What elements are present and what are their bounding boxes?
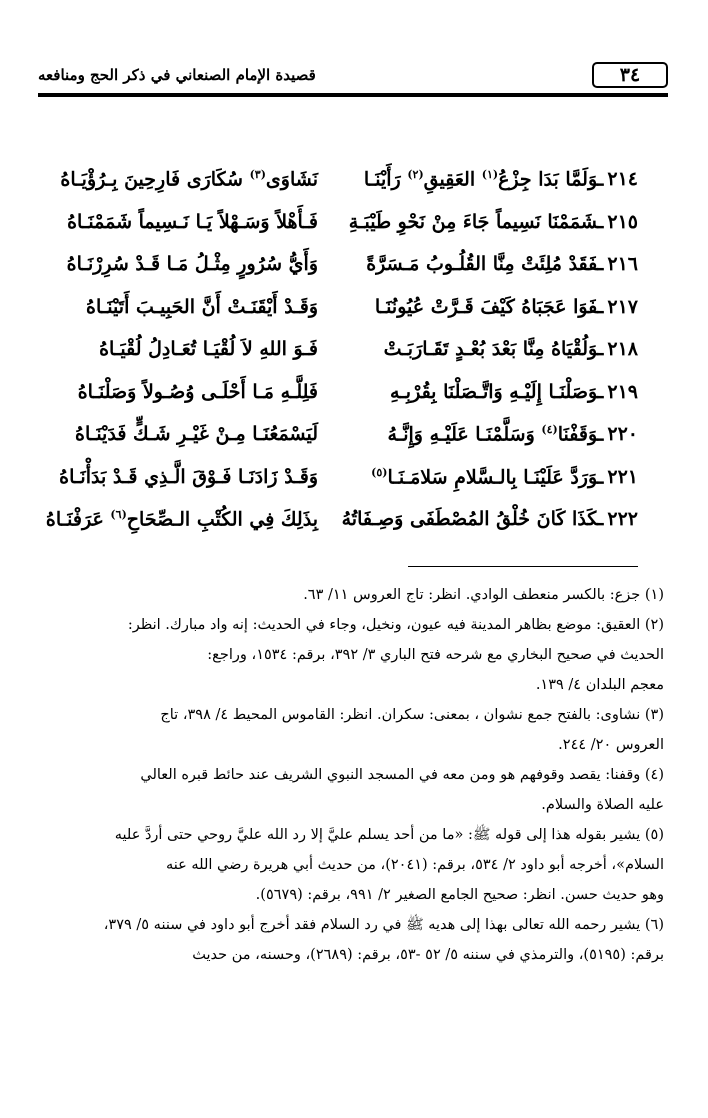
- footnote-ref: (٢): [407, 168, 424, 181]
- verse-text: شَمَمْنَا نَسِيماً جَاءَ مِنْ نَحْوِ طَيْبَـةِ: [348, 210, 598, 233]
- footnote-line: (٣) نشاوى: بالفتح جمع نشوان ، بمعنى: سكران. انظر: القاموس المحيط ٤/ ٣٩٨، تاج: [160, 707, 664, 723]
- verse-second-hemistich: [48, 338, 318, 360]
- footnote-ref: (٤): [541, 423, 558, 436]
- footnotes: [40, 580, 664, 970]
- verse-text: فَقَدْ مُلِئَتْ مِنَّا القُلُـوبُ مَـسَرَّةً: [366, 253, 598, 275]
- verse-second-hemistich: [48, 296, 318, 318]
- verse-line: [45, 500, 638, 543]
- verse-line: [48, 288, 638, 331]
- verse-text: فَوَا عَجَبَاهُ كَيْفَ قَـرَّتْ عُيُونُنَـا: [374, 295, 598, 318]
- verse-text: وَقَـدْ أَيْقَنَـتْ أَنَّ الحَبِيـبَ أَتَيْنَـاهُ: [86, 295, 318, 318]
- verse-text: رَأَيْنَـا: [363, 168, 408, 191]
- verse-text: وَرَدَّ عَلَيْنَـا بِالـسَّلامِ سَلامَـنَـا: [387, 465, 598, 488]
- verse-first-hemistich: ٢١٧ـفَوَا عَجَبَاهُ كَيْفَ قَـرَّتْ عُيُونُنَـا: [374, 295, 638, 318]
- footnote-separator: [408, 566, 638, 567]
- verse-text: عَرَفْنَـاهُ: [45, 508, 111, 531]
- footnote-line: (٦) يشير رحمه الله تعالى بهذا إلى هديه ﷺ في رد السلام فقد أخرج أبو داود في سننه ٥/ ٣٧٩،: [103, 917, 664, 933]
- verse-text: وَلُقْيَاهُ مِنَّا بَعْدَ بُعْـدٍ تَقَـارَبَـتْ: [383, 338, 598, 360]
- footnote-line: (٥) يشير بقوله هذا إلى قوله ﷺ: «ما من أحد يسلم عليَّ إلا رد الله عليَّ روحي حتى أردَّ عليه: [114, 827, 664, 843]
- verse-number: ٢٢١: [607, 465, 638, 488]
- verse-first-hemistich: ٢١٨ـوَلُقْيَاهُ مِنَّا بَعْدَ بُعْـدٍ تَقَـارَبَـتْ: [383, 338, 638, 360]
- verse-line: [48, 415, 638, 458]
- verse-second-hemistich: [45, 508, 318, 531]
- verse-number: ٢١٥: [607, 210, 638, 233]
- running-title: قصيدة الإمام الصنعاني في ذكر الحج ومنافعه: [38, 66, 316, 84]
- footnote-line: (٢) العقيق: موضع بظاهر المدينة فيه عيون، ونخيل، وجاء في الحديث: إنه واد مبارك. انظر:: [127, 617, 664, 633]
- verse-number: ٢١٤: [607, 168, 638, 191]
- verse-first-hemistich: ٢٢٠ـوَقَفْنَا$^{(٤)}$ وَسَلَّمْنَـا عَلَيْـهِ وَإِنَّـهُ: [387, 423, 638, 446]
- verse-number: ٢١٨: [607, 338, 638, 360]
- verse-number: ٢٢٢: [607, 508, 638, 530]
- verse-text: وَسَلَّمْنَـا عَلَيْـهِ وَإِنَّـهُ: [387, 423, 542, 446]
- verse-second-hemistich: [48, 253, 318, 275]
- verse-text: وَصَلْنَـا إِلَيْـهِ وَاتَّـصَلْنَا بِقُرْبِـهِ: [390, 380, 598, 403]
- verse-number: ٢١٧: [607, 295, 638, 318]
- verse-text: نَشَاوَى: [265, 168, 318, 191]
- footnote-line: عليه الصلاة والسلام.: [541, 797, 664, 813]
- verse-number: ٢٢٠: [607, 423, 638, 446]
- footnote-line: الحديث في صحيح البخاري مع شرحه فتح الباري ٣/ ٣٩٢، برقم: ١٥٣٤، وراجع:: [207, 647, 664, 663]
- page-header: [38, 58, 668, 94]
- footnote-line: وهو حديث حسن. انظر: صحيح الجامع الصغير ٢/ ٩٩١، برقم: (٥٦٧٩).: [255, 887, 664, 903]
- verse-number: ٢١٩: [607, 380, 638, 403]
- poem: [45, 160, 638, 543]
- verse-second-hemistich: [48, 423, 318, 445]
- verse-line: [48, 330, 638, 373]
- footnote-line: السلام»، أخرجه أبو داود ٢/ ٥٣٤، برقم: (٢٠٤١)، من حديث أبي هريرة رضي الله عنه: [165, 857, 664, 873]
- verse-line: [48, 203, 638, 246]
- verse-first-hemistich: ٢١٥ـشَمَمْنَا نَسِيماً جَاءَ مِنْ نَحْوِ طَيْبَـةِ: [348, 210, 638, 233]
- footnote-line: (١) جزع: بالكسر منعطف الوادي. انظر: تاج العروس ١١/ ٦٣.: [303, 587, 664, 603]
- verse-number: ٢١٦: [607, 253, 638, 275]
- verse-text: فَلِلَّـهِ مَـا أَحْلَـى وُصُـولاً وَصَلْنَـاهُ: [77, 380, 318, 403]
- footnote-ref: (٣): [249, 168, 266, 181]
- verse-text: فَـأَهْلاً وَسَـهْلاً يَـا نَـسِيماً شَمَمْنَـاهُ: [67, 210, 318, 233]
- footnote-line: العروس ٢٠/ ٢٤٤.: [558, 737, 664, 753]
- verse-line: [48, 245, 638, 288]
- verse-second-hemistich: [48, 211, 318, 233]
- verse-text: لَيَسْمَعُنَـا مِـنْ غَيْـرِ شَـكٍّ فَدَيْنَـاهُ: [75, 423, 318, 445]
- verse-first-hemistich: ٢١٤ـوَلَمَّا بَدَا جِزْعُ$^{(١)}$ العَقِيقِ$^{(٢)}$ رَأَيْنَـا: [363, 168, 638, 191]
- verse-first-hemistich: ٢١٩ـوَصَلْنَـا إِلَيْـهِ وَاتَّـصَلْنَا بِقُرْبِـهِ: [390, 380, 638, 403]
- footnote-line: (٤) وقفنا: يقصد وقوفهم هو ومن معه في المسجد النبوي الشريف عند حائط قبره العالي: [140, 767, 664, 783]
- page-number: ٣٤: [592, 62, 668, 88]
- header-rule: [38, 93, 668, 97]
- verse-second-hemistich: [48, 466, 318, 488]
- footnote-line: برقم: (٥١٩٥)، والترمذي في سننه ٥/ ٥٢ -٥٣، برقم: (٢٦٨٩)، وحسنه، من حديث: [192, 947, 664, 963]
- verse-text: سُكَارَى فَارِحِينَ بِـرُؤْيَـاهُ: [60, 168, 250, 191]
- verse-first-hemistich: ٢١٦ـفَقَدْ مُلِئَتْ مِنَّا القُلُـوبُ مَـسَرَّةً: [366, 253, 638, 275]
- footnote-ref: (١): [481, 168, 499, 181]
- verse-line: [48, 160, 638, 203]
- footnote-ref: (٥): [371, 465, 388, 479]
- verse-text: فَـوَ اللهِ لاَ لُقْيَـا تُعَـادِلُ لُقْيَـاهُ: [99, 338, 318, 360]
- verse-text: العَقِيقِ: [423, 168, 482, 191]
- verse-text: وَلَمَّا بَدَا جِزْعُ: [498, 168, 598, 191]
- verse-text: وَأَيُّ سُرُورٍ مِثْـلُ مَـا قَـدْ سُرِرْنَـاهُ: [66, 253, 318, 275]
- verse-text: كَذَا كَانَ خُلْقُ المُصْطَفَى وَصِـفَاتُهُ: [341, 508, 598, 530]
- verse-line: [48, 373, 638, 416]
- verse-line: [48, 458, 638, 501]
- verse-first-hemistich: ٢٢١ـوَرَدَّ عَلَيْنَـا بِالـسَّلامِ سَلامَـنَـا$^{(٥)}$: [371, 465, 638, 488]
- verse-text: وَقَـدْ زَادَنَـا فَـوْقَ الَّـذِي قَـدْ بَدَأْنَـاهُ: [59, 465, 318, 488]
- verse-first-hemistich: ٢٢٢ـكَذَا كَانَ خُلْقُ المُصْطَفَى وَصِـفَاتُهُ: [341, 508, 638, 530]
- verse-text: بِذَلِكَ فِي الكُتْبِ الـصِّحَاحِ: [126, 508, 318, 531]
- verse-text: وَقَفْنَا: [557, 423, 598, 446]
- verse-second-hemistich: [48, 381, 318, 403]
- verse-second-hemistich: [48, 168, 318, 190]
- footnote-line: معجم البلدان ٤/ ١٣٩.: [535, 677, 664, 693]
- footnote-ref: (٦): [110, 508, 127, 521]
